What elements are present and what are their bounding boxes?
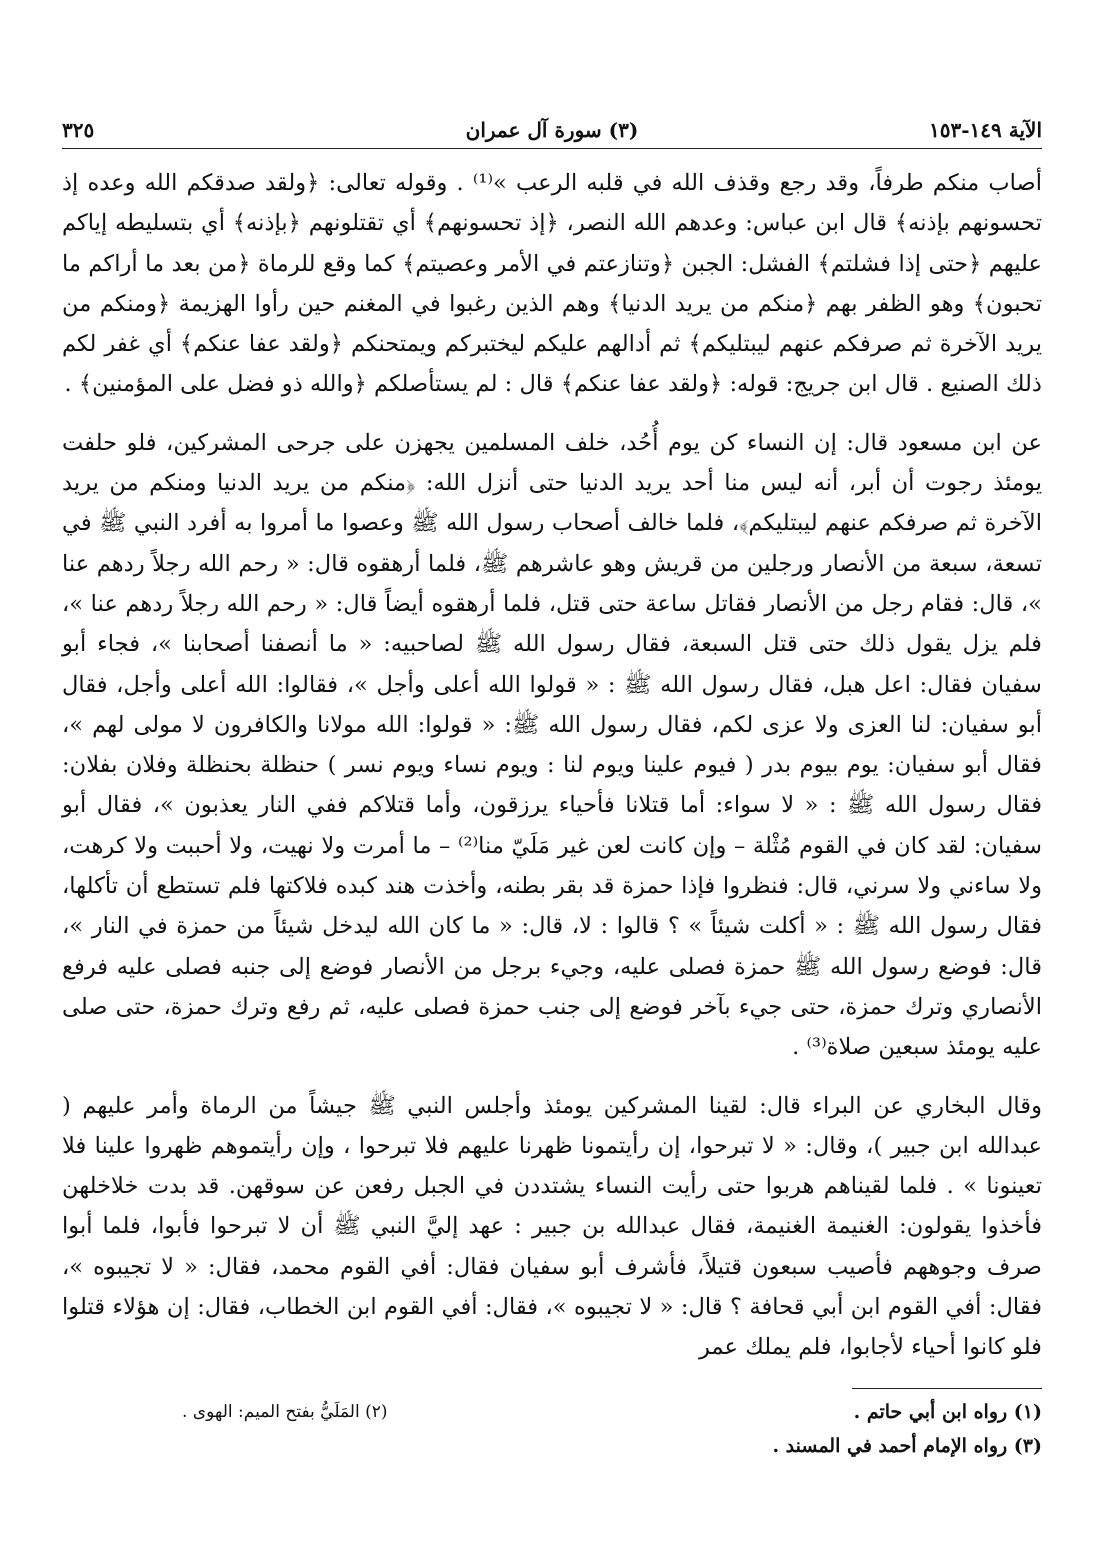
paragraph-tafsir: أصاب منكم طرفاً، وقد رجع وقذف الله في قلبه الرعب »⁽¹⁾ . وقوله تعالى: ﴿ولقد صدقكم الله وعده إذ تحسونهم بإذنه﴾ قال ابن عباس: وعدهم الله النصر، ﴿إذ تحسونهم﴾ أي تقتلونهم ﴿بإذنه﴾ أي بتسليطه إياكم عليهم ﴿حتى إذا فشلتم﴾ الفشل: الجبن ﴿وتنازعتم في الأمر وعصيتم﴾ كما وقع للرماة ﴿من بعد ما أراكم ما تحبون﴾ وهو الظفر بهم ﴿منكم من يريد الدنيا﴾ وهم الذين رغبوا في المغنم حين رأوا الهزيمة ﴿ومنكم من يريد الآخرة ثم صرفكم عنهم ليبتليكم﴾ ثم أدالهم عليكم ليختبركم ويمتحنكم ﴿ولقد عفا عنكم﴾ أي غفر لكم ذلك الصنيع . قال ابن جريج: قوله: ﴿ولقد عفا عنكم﴾ قال : لم يستأصلكم ﴿والله ذو فضل على المؤمنين﴾ .	[62, 170, 1042, 398]
footnote-1: (١) رواه ابن أبي حاتم .	[853, 1401, 1042, 1423]
page-header	[62, 118, 1042, 149]
paragraph-ibn-masud: عن ابن مسعود قال: إن النساء كن يوم أُحُد، خلف المسلمين يجهزن على جرحى المشركين، فلو حلفت يومئذ رجوت أن أبر، أنه ليس منا أحد يريد الدنيا حتى أنزل الله: ﴿منكم من يريد الدنيا ومنكم من يريد الآخرة ثم صرفكم عنهم ليبتليكم﴾، فلما خالف أصحاب رسول الله ﷺ وعصوا ما أمروا به أفرد النبي ﷺ في تسعة، سبعة من الأنصار ورجلين من قريش وهو عاشرهم ﷺ، فلما أرهقوه قال: « رحم الله رجلاً ردهم عنا »، قال: فقام رجل من الأنصار فقاتل ساعة حتى قتل، فلما أرهقوه أيضاً قال: « رحم الله رجلاً ردهم عنا »، فلم يزل يقول ذلك حتى قتل السبعة، فقال رسول الله ﷺ لصاحبيه: « ما أنصفنا أصحابنا »، فجاء أبو سفيان فقال: اعل هبل، فقال رسول الله ﷺ : « قولوا الله أعلى وأجل »، فقالوا: الله أعلى وأجل، فقال أبو سفيان: لنا العزى ولا عزى لكم، فقال رسول الله ﷺ: « قولوا: الله مولانا والكافرون لا مولى لهم »، فقال أبو سفيان: يوم بيوم بدر ( فيوم علينا ويوم لنا : ويوم نساء ويوم نسر ) حنظلة بحنظلة وفلان بفلان: فقال رسول الله ﷺ : « لا سواء: أما قتلانا فأحياء يرزقون، وأما قتلاكم ففي النار يعذبون »، فقال أبو سفيان: لقد كان في القوم مُثْلة – وإن كانت لعن غير مَلَيّ منا⁽²⁾ – ما أمرت ولا نهيت، ولا أحببت ولا كرهت، ولا ساءني ولا سرني، قال: فنظروا فإذا حمزة قد بقر بطنه، وأخذت هند كبده فلاكتها فلم تستطع أن تأكلها، فقال رسول الله ﷺ : « أكلت شيئاً » ؟ قالوا : لا، قال: « ما كان الله ليدخل شيئاً من حمزة في النار »، قال: فوضع رسول الله ﷺ حمزة فصلى عليه، وجيء برجل من الأنصار فوضع إلى جنبه فصلى عليه فرفع الأنصاري وترك حمزة، حتى جيء بآخر فوضع إلى جنب حمزة فصلى عليه، ثم رفع وترك حمزة، حتى صلى عليه يومئذ سبعين صلاة⁽³⁾ .	[62, 429, 1043, 1061]
footnote-2: (٢) المَلَيُّ بفتح الميم: الهوى .	[182, 1402, 388, 1422]
footnote-divider	[852, 1388, 1042, 1389]
page-number: ٣٢٥	[62, 118, 95, 142]
verse-range: الآية ١٤٩-١٥٣	[929, 118, 1042, 142]
footnote-3: (٣) رواه الإمام أحمد في المسند .	[772, 1435, 1042, 1457]
surah-title: (٣) سورة آل عمران	[465, 118, 639, 142]
paragraph-bukhari: وقال البخاري عن البراء قال: لقينا المشركين يومئذ وأجلس النبي ﷺ جيشاً من الرماة وأمر عليهم ( عبدالله ابن جبير )، وقال: « لا تبرحوا، إن رأيتمونا ظهرنا عليهم فلا تبرحوا ، وإن رأيتموهم ظهروا علينا فلا تعينونا » . فلما لقيناهم هربوا حتى رأيت النساء يشتددن في الجبل رفعن عن سوقهن. قد بدت خلاخلهن فأخذوا يقولون: الغنيمة الغنيمة، فقال عبدالله بن جبير : عهد إليَّ النبي ﷺ أن لا تبرحوا فأبوا، فلما أبوا صرف وجوههم فأصيب سبعون قتيلاً، فأشرف أبو سفيان فقال: أفي القوم محمد، فقال: « لا تجيبوه »، فقال: أفي القوم ابن أبي قحافة ؟ قال: « لا تجيبوه »، فقال: أفي القوم ابن الخطاب، فقال: إن هؤلاء قتلوا فلو كانوا أحياء لأجابوا، فلم يملك عمر	[62, 1092, 1042, 1361]
footnotes	[62, 1388, 1042, 1463]
